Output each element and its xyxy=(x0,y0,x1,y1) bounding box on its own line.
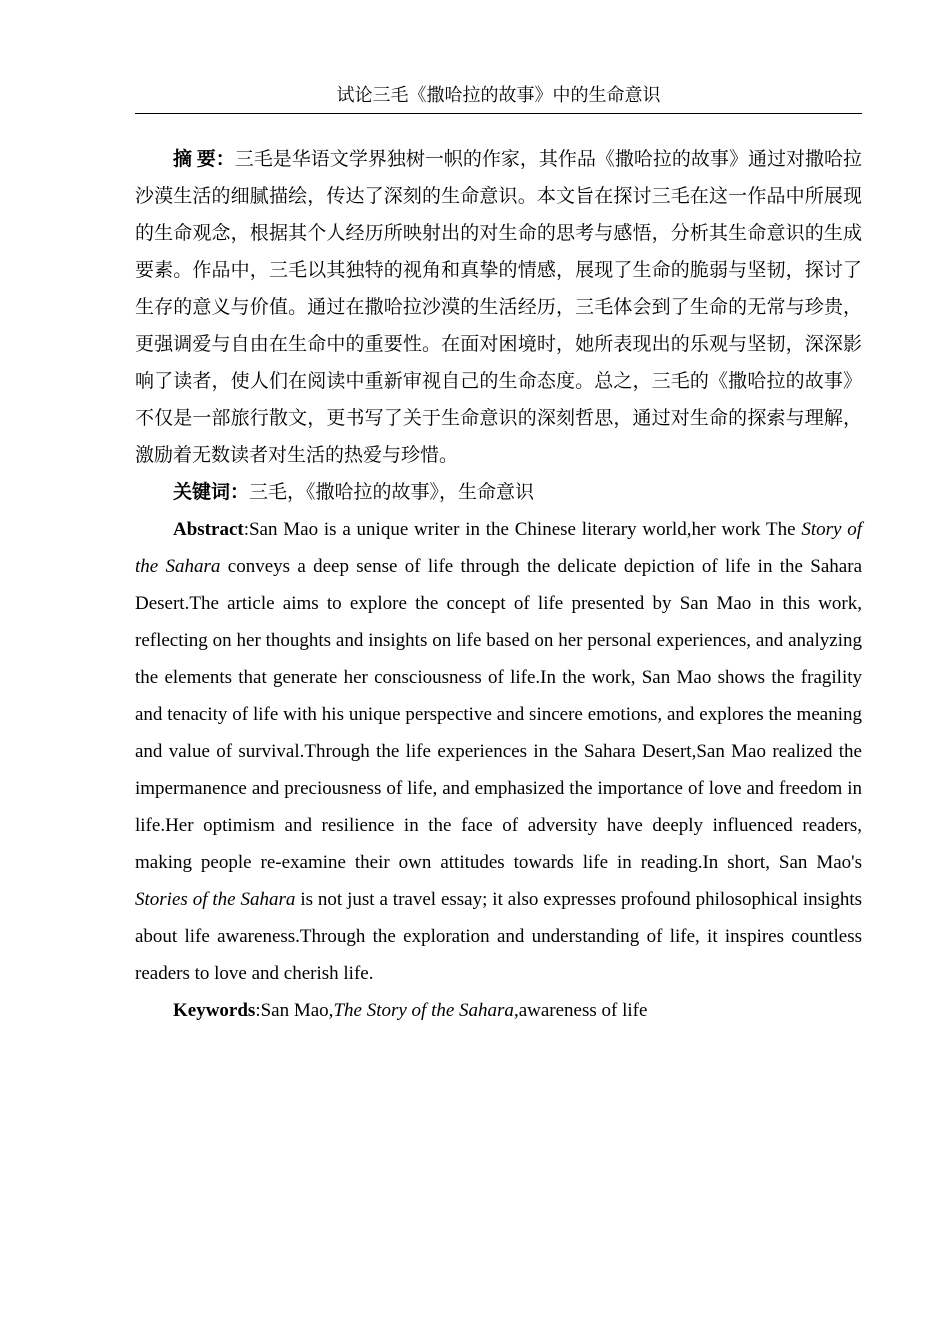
keywords-en-paragraph xyxy=(135,992,862,1029)
text-segment: Abstract xyxy=(173,519,244,540)
text-segment: :San Mao, xyxy=(255,1000,334,1021)
keywords-cn-paragraph xyxy=(135,474,862,511)
text-segment: Story of the Sahara xyxy=(135,519,862,577)
text-segment: :San Mao is a unique writer in the Chinese literary world,her work The xyxy=(243,519,802,540)
text-segment: Keywords xyxy=(173,1000,256,1021)
text-segment: The Story of the Sahara xyxy=(333,1000,514,1021)
text-segment: is not just a travel essay; it also expresses profound philosophical insights about life awareness.Through the exploration and understanding of life, it inspires countless readers to love and cherish life. xyxy=(135,889,862,984)
document-body xyxy=(135,141,862,1029)
page-header xyxy=(135,84,862,114)
text-segment: ,awareness of life xyxy=(513,1000,648,1021)
text-segment: Stories of the Sahara xyxy=(135,889,296,910)
text-segment: 关键词： xyxy=(173,482,250,503)
text-segment: conveys a deep sense of life through the delicate depiction of life in the Sahara Desert.The article aims to explore the concept of life presented by San Mao in this work, reflecting on her thoughts and insights on life based on her personal experiences, and analyzing the elements that generate her consciousness of life.In the work, San Mao shows the fragility and tenacity of life with his unique perspective and sincere emotions, and explores the meaning and value of survival.Through the life experiences in the Sahara Desert,San Mao realized the impermanence and preciousness of life, and emphasized the importance of love and freedom in life.Her optimism and resilience in the face of adversity have deeply influenced readers, making people re-examine their own attitudes towards life in reading.In short, San Mao's xyxy=(135,556,863,873)
page-header-title: 试论三毛《撒哈拉的故事》中的生命意识 xyxy=(336,85,661,105)
abstract-cn-paragraph xyxy=(135,141,862,474)
text-segment: 三毛是华语文学界独树一帜的作家，其作品《撒哈拉的故事》通过对撒哈拉沙漠生活的细腻描绘，传达了深刻的生命意识。本文旨在探讨三毛在这一作品中所展现的生命观念，根据其个人经历所映射出的对生命的思考与感悟，分析其生命意识的生成要素。作品中，三毛以其独特的视角和真挚的情感，展现了生命的脆弱与坚韧，探讨了生存的意义与价值。通过在撒哈拉沙漠的生活经历，三毛体会到了生命的无常与珍贵，更强调爱与自由在生命中的重要性。在面对困境时，她所表现出的乐观与坚韧，深深影响了读者，使人们在阅读中重新审视自己的生命态度。总之，三毛的《撒哈拉的故事》不仅是一部旅行散文，更书写了关于生命意识的深刻哲思，通过对生命的探索与理解，激励着无数读者对生活的热爱与珍惜。 xyxy=(135,149,862,466)
abstract-en-paragraph xyxy=(135,511,862,992)
text-segment: 摘 要： xyxy=(173,149,235,170)
text-segment: 三毛，《撒哈拉的故事》，生命意识 xyxy=(249,482,535,503)
page-content xyxy=(135,84,862,1029)
